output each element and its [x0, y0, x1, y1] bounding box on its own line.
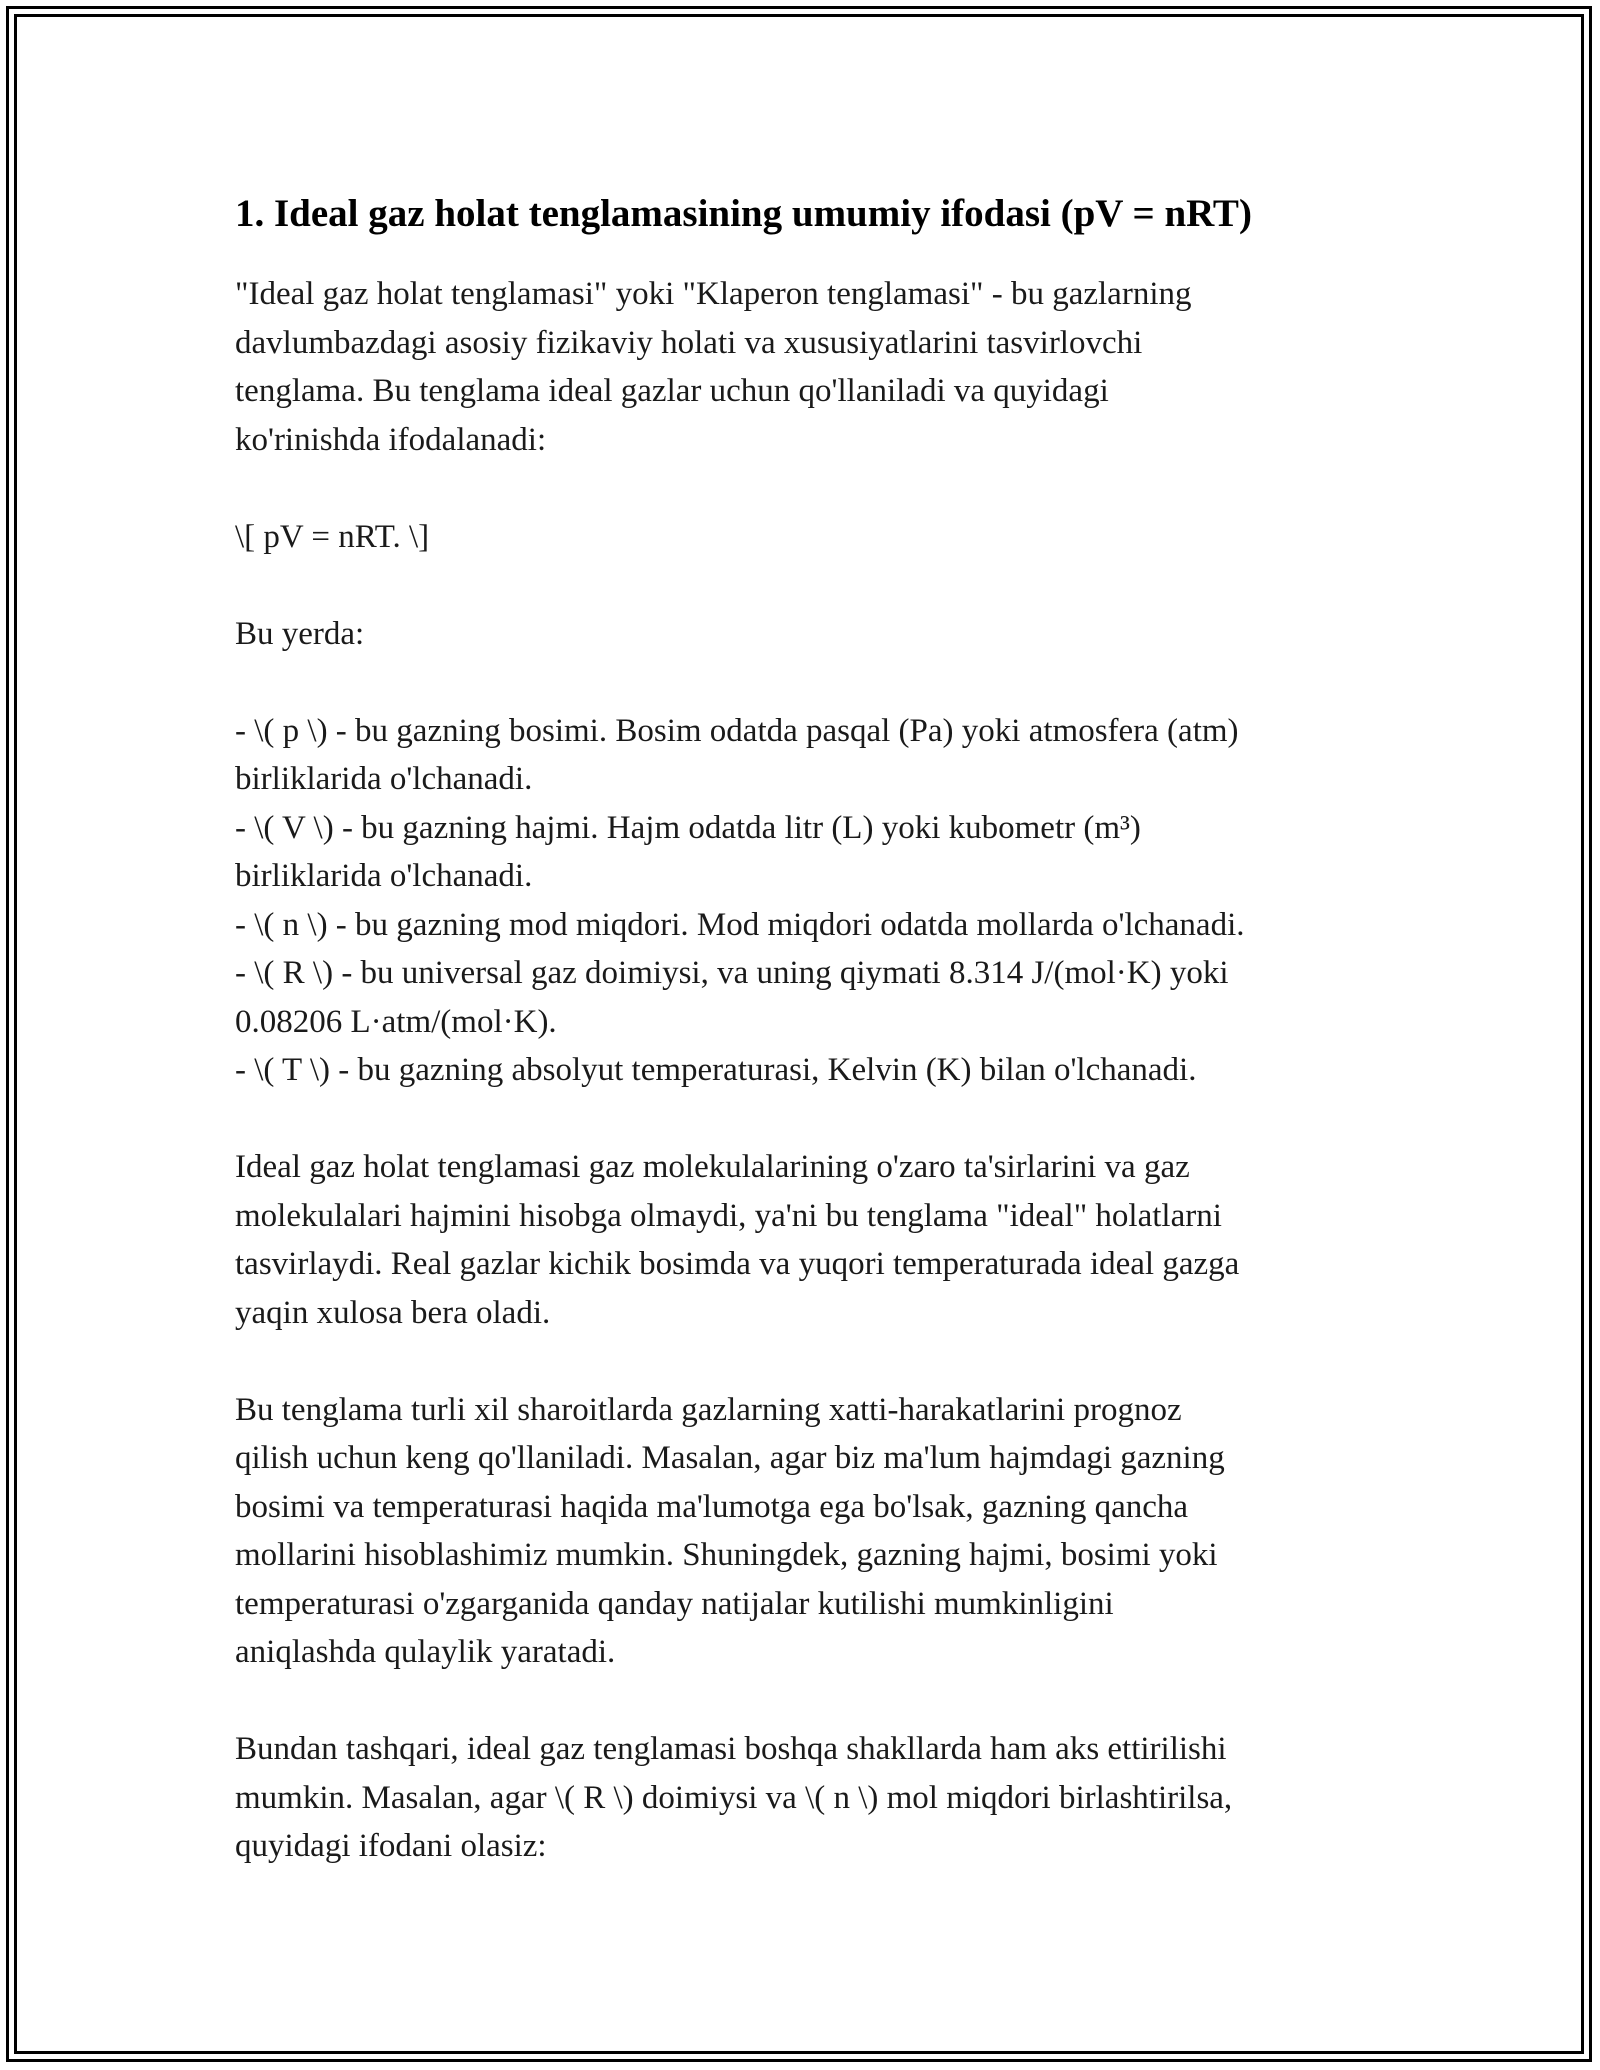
definition-line: - \( V \) - bu gazning hajmi. Hajm odatda litr (L) yoki kubometr (m³)	[235, 809, 1141, 846]
definition-line: birliklarida o'lchanadi.	[235, 858, 533, 894]
other-forms-paragraph	[235, 1725, 1370, 1871]
usage-paragraph	[235, 1386, 1370, 1677]
other-line: mumkin. Masalan, agar \( R \) doimiysi va \( n \) mol miqdori birlashtirilsa,	[235, 1779, 1233, 1816]
usage-line: Bu tenglama turli xil sharoitlarda gazlarning xatti-harakatlarini prognoz	[235, 1391, 1182, 1428]
spacer	[235, 561, 1370, 610]
definition-line: - \( T \) - bu gazning absolyut temperaturasi, Kelvin (K) bilan o'lchanadi.	[235, 1052, 1197, 1088]
spacer	[235, 1095, 1370, 1144]
spacer	[235, 1337, 1370, 1386]
definition-line: - \( R \) - bu universal gaz doimiysi, va uning qiymati 8.314 J/(mol·K) yoki	[235, 955, 1229, 991]
intro-paragraph	[235, 270, 1370, 464]
definition-line: - \( n \) - bu gazning mod miqdori. Mod miqdori odatda mollarda o'lchanadi.	[235, 906, 1245, 943]
intro-line: tenglama. Bu tenglama ideal gazlar uchun qo'llaniladi va quyidagi	[235, 373, 1109, 409]
ideal-line: Ideal gaz holat tenglamasi gaz molekulalarining o'zaro ta'sirlarini va gaz	[235, 1149, 1190, 1185]
intro-line: ko'rinishda ifodalanadi:	[235, 421, 547, 458]
usage-line: temperaturasi o'zgarganida qanday natijalar kutilishi mumkinligini	[235, 1585, 1114, 1622]
ideal-line: tasvirlaydi. Real gazlar kichik bosimda va yuqori temperaturada ideal gazga	[235, 1246, 1240, 1282]
usage-line: qilish uchun keng qo'llaniladi. Masalan, agar biz ma'lum hajmdagi gazning	[235, 1440, 1225, 1476]
ideal-line: yaqin xulosa bera oladi.	[235, 1294, 551, 1331]
ideal-paragraph	[235, 1143, 1370, 1337]
definitions-list	[235, 707, 1370, 1095]
document-body	[235, 188, 1370, 1871]
formula-line: \[ pV = nRT. \]	[235, 518, 430, 555]
usage-line: bosimi va temperaturasi haqida ma'lumotga ega bo'lsak, gazning qancha	[235, 1488, 1189, 1525]
usage-line: mollarini hisoblashimiz mumkin. Shuningdek, gazning hajmi, bosimi yoki	[235, 1537, 1218, 1573]
bu-yerda-label: Bu yerda:	[235, 615, 365, 652]
section-heading: 1. Ideal gaz holat tenglamasining umumiy ifodasi (pV = nRT)	[235, 192, 1252, 235]
intro-line: "Ideal gaz holat tenglamasi" yoki "Klaperon tenglamasi" - bu gazlarning	[235, 276, 1192, 312]
intro-line: davlumbazdagi asosiy fizikaviy holati va xususiyatlarini tasvirlovchi	[235, 324, 1143, 361]
ideal-line: molekulalari hajmini hisobga olmaydi, ya'ni bu tenglama "ideal" holatlarni	[235, 1197, 1222, 1234]
other-line: quyidagi ifodani olasiz:	[235, 1828, 547, 1864]
usage-line: aniqlashda qulaylik yaratadi.	[235, 1634, 616, 1670]
spacer	[235, 464, 1370, 513]
definition-line: birliklarida o'lchanadi.	[235, 761, 533, 797]
definition-line: 0.08206 L·atm/(mol·K).	[235, 1003, 557, 1040]
spacer	[235, 1677, 1370, 1726]
definition-line: - \( p \) - bu gazning bosimi. Bosim odatda pasqal (Pa) yoki atmosfera (atm)	[235, 712, 1239, 749]
spacer	[235, 658, 1370, 707]
other-line: Bundan tashqari, ideal gaz tenglamasi boshqa shakllarda ham aks ettirilishi	[235, 1731, 1227, 1767]
